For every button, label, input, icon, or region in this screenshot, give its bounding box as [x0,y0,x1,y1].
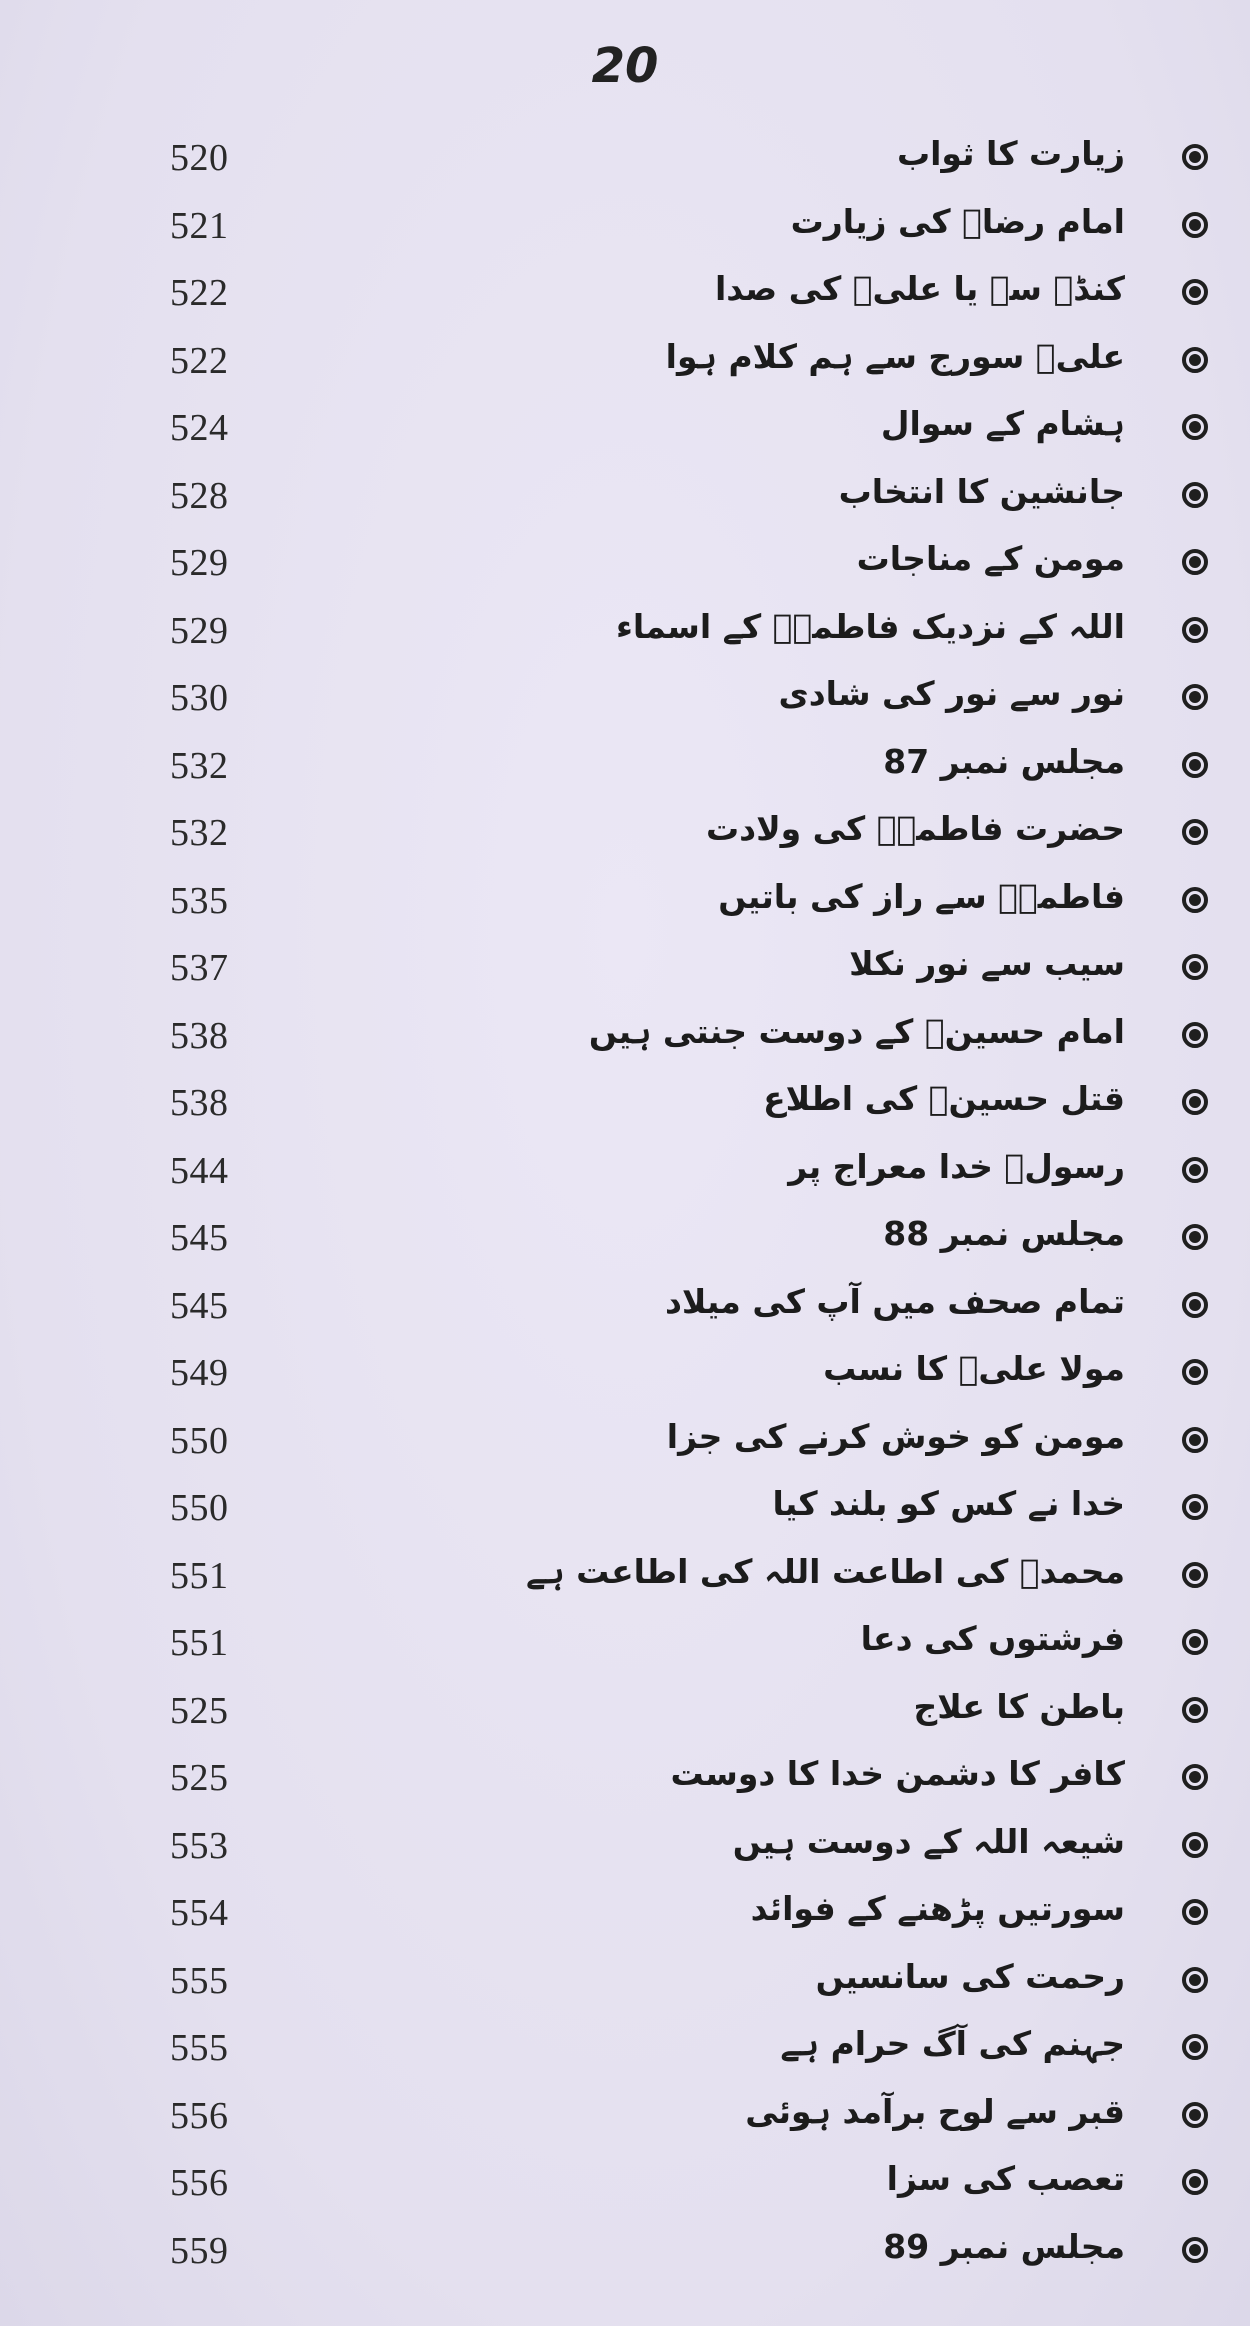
circle-bullet-icon [1182,887,1208,913]
toc-entry [0,601,1250,667]
toc-entry-title: سیب سے نور نکلا [849,944,1125,983]
toc-entry-title: حضرت فاطمہؑ کی ولادت [705,809,1125,848]
circle-bullet-icon [1182,279,1208,305]
toc-entry-page-number: 551 [170,1622,229,1664]
toc-entry-title: رحمت کی سانسیں [815,1956,1125,1996]
toc-entry-page-number: 553 [170,1824,229,1867]
circle-bullet-icon [1182,1562,1208,1588]
circle-bullet-icon [1182,1022,1208,1048]
circle-bullet-icon [1182,617,1208,643]
circle-bullet-icon [1182,1157,1208,1183]
toc-entry-title: قبر سے لوح برآمد ہوئی [745,2091,1125,2131]
toc-entry [0,466,1250,532]
toc-entry-title: مجلس نمبر 88 [883,1214,1125,1253]
circle-bullet-icon [1182,482,1208,508]
circle-bullet-icon [1182,752,1208,778]
circle-bullet-icon [1182,1764,1208,1790]
toc-entry-title: کافر کا دشمن خدا کا دوست [670,1754,1125,1793]
toc-entry-page-number: 524 [170,407,229,449]
circle-bullet-icon [1182,954,1208,980]
toc-entry [0,398,1250,464]
circle-bullet-icon [1182,1832,1208,1858]
page-number: 20 [591,38,659,94]
toc-entry-page-number: 545 [170,1217,229,1259]
toc-entry [0,1073,1250,1139]
toc-entry [0,1951,1250,2017]
toc-entry-title: جانشین کا انتخاب [838,471,1125,511]
toc-entry [0,2086,1250,2152]
toc-entry [0,1478,1250,1544]
toc-entry [0,1613,1250,1679]
circle-bullet-icon [1182,1292,1208,1318]
toc-entry-page-number: 545 [170,1284,229,1327]
circle-bullet-icon [1182,684,1208,710]
toc-entry-page-number: 550 [170,1419,229,1462]
toc-entry [0,263,1250,329]
toc-entry-page-number: 532 [170,812,229,854]
toc-entry-page-number: 529 [170,542,229,584]
table-of-contents [0,128,1250,2308]
toc-entry-title: محمدؐ کی اطاعت اللہ کی اطاعت ہے [526,1551,1125,1591]
circle-bullet-icon [1182,1967,1208,1993]
toc-entry [0,1748,1250,1814]
circle-bullet-icon [1182,2034,1208,2060]
toc-entry-page-number: 559 [170,2229,229,2272]
toc-entry-title: قتل حسینؑ کی اطلاع [763,1079,1125,1118]
toc-entry-page-number: 554 [170,1892,229,1934]
toc-entry-page-number: 556 [170,2162,229,2204]
toc-entry [0,533,1250,599]
circle-bullet-icon [1182,1224,1208,1250]
toc-entry-title: مجلس نمبر 87 [883,741,1125,781]
toc-entry-title: نور سے نور کی شادی [778,674,1125,713]
circle-bullet-icon [1182,1494,1208,1520]
toc-entry-page-number: 530 [170,677,229,719]
toc-entry-title: زیارت کا ثواب [896,134,1125,173]
circle-bullet-icon [1182,2102,1208,2128]
circle-bullet-icon [1182,414,1208,440]
circle-bullet-icon [1182,347,1208,373]
circle-bullet-icon [1182,2237,1208,2263]
toc-entry-title: تعصب کی سزا [886,2159,1125,2198]
toc-entry-page-number: 555 [170,2027,229,2069]
toc-entry [0,668,1250,734]
toc-entry [0,196,1250,262]
toc-entry-title: کنڈے سے یا علیؑ کی صدا [714,269,1125,308]
toc-entry-title: خدا نے کس کو بلند کیا [772,1484,1125,1523]
circle-bullet-icon [1182,819,1208,845]
circle-bullet-icon [1182,144,1208,170]
toc-entry-title: جہنم کی آگ حرام ہے [780,2024,1125,2063]
circle-bullet-icon [1182,549,1208,575]
toc-entry-title: مولا علیؑ کا نسب [823,1349,1125,1388]
toc-entry [0,1208,1250,1274]
toc-entry-title: سورتیں پڑھنے کے فوائد [750,1889,1125,1928]
toc-entry-title: رسولؐ خدا معراج پر [788,1146,1125,1186]
toc-entry [0,1816,1250,1882]
toc-entry-title: تمام صحف میں آپ کی میلاد [664,1281,1125,1321]
toc-entry-page-number: 538 [170,1014,229,1057]
toc-entry-page-number: 551 [170,1554,229,1597]
toc-entry-page-number: 532 [170,744,229,787]
toc-entry-title: باطن کا علاج [913,1686,1125,1726]
toc-entry-title: شیعہ اللہ کے دوست ہیں [732,1821,1125,1861]
circle-bullet-icon [1182,2169,1208,2195]
toc-entry [0,1343,1250,1409]
toc-entry-title: امام رضاؑ کی زیارت [790,201,1125,241]
toc-entry-title: اللہ کے نزدیک فاطمہؑ کے اسماء [615,606,1125,646]
toc-entry-page-number: 522 [170,339,229,382]
circle-bullet-icon [1182,212,1208,238]
toc-entry [0,1276,1250,1342]
toc-entry [0,1546,1250,1612]
toc-entry-title: مومن کو خوش کرنے کی جزا [666,1416,1125,1456]
toc-entry-title: امام حسینؑ کے دوست جنتی ہیں [588,1011,1125,1051]
toc-entry-page-number: 535 [170,879,229,922]
toc-entry-page-number: 525 [170,1689,229,1732]
toc-entry-title: فرشتوں کی دعا [860,1619,1125,1658]
toc-entry [0,1006,1250,1072]
toc-entry-page-number: 525 [170,1757,229,1799]
circle-bullet-icon [1182,1629,1208,1655]
toc-entry-title: مومن کے مناجات [856,539,1125,578]
toc-entry [0,1411,1250,1477]
circle-bullet-icon [1182,1697,1208,1723]
toc-entry [0,1141,1250,1207]
toc-entry-page-number: 556 [170,2094,229,2137]
toc-entry-page-number: 538 [170,1082,229,1124]
toc-entry [0,2153,1250,2219]
circle-bullet-icon [1182,1089,1208,1115]
toc-entry-title: ہشام کے سوال [880,404,1125,443]
circle-bullet-icon [1182,1427,1208,1453]
toc-entry [0,128,1250,194]
toc-entry [0,2221,1250,2287]
toc-entry-title: علیؑ سورج سے ہم کلام ہوا [665,336,1125,376]
toc-entry-title: فاطمہؑ سے راز کی باتیں [718,876,1125,916]
circle-bullet-icon [1182,1899,1208,1925]
toc-entry-page-number: 521 [170,204,229,247]
toc-entry-page-number: 555 [170,1959,229,2002]
toc-entry-page-number: 528 [170,474,229,517]
toc-entry-page-number: 549 [170,1352,229,1394]
toc-entry-page-number: 537 [170,947,229,989]
toc-entry [0,1681,1250,1747]
toc-entry [0,2018,1250,2084]
toc-entry-page-number: 529 [170,609,229,652]
toc-entry-page-number: 520 [170,137,229,179]
toc-entry-title: مجلس نمبر 89 [883,2226,1125,2266]
toc-entry [0,736,1250,802]
toc-entry [0,871,1250,937]
toc-entry [0,331,1250,397]
toc-entry-page-number: 522 [170,272,229,314]
toc-entry [0,803,1250,869]
toc-entry-page-number: 544 [170,1149,229,1192]
toc-entry [0,938,1250,1004]
circle-bullet-icon [1182,1359,1208,1385]
toc-entry-page-number: 550 [170,1487,229,1529]
toc-entry [0,1883,1250,1949]
